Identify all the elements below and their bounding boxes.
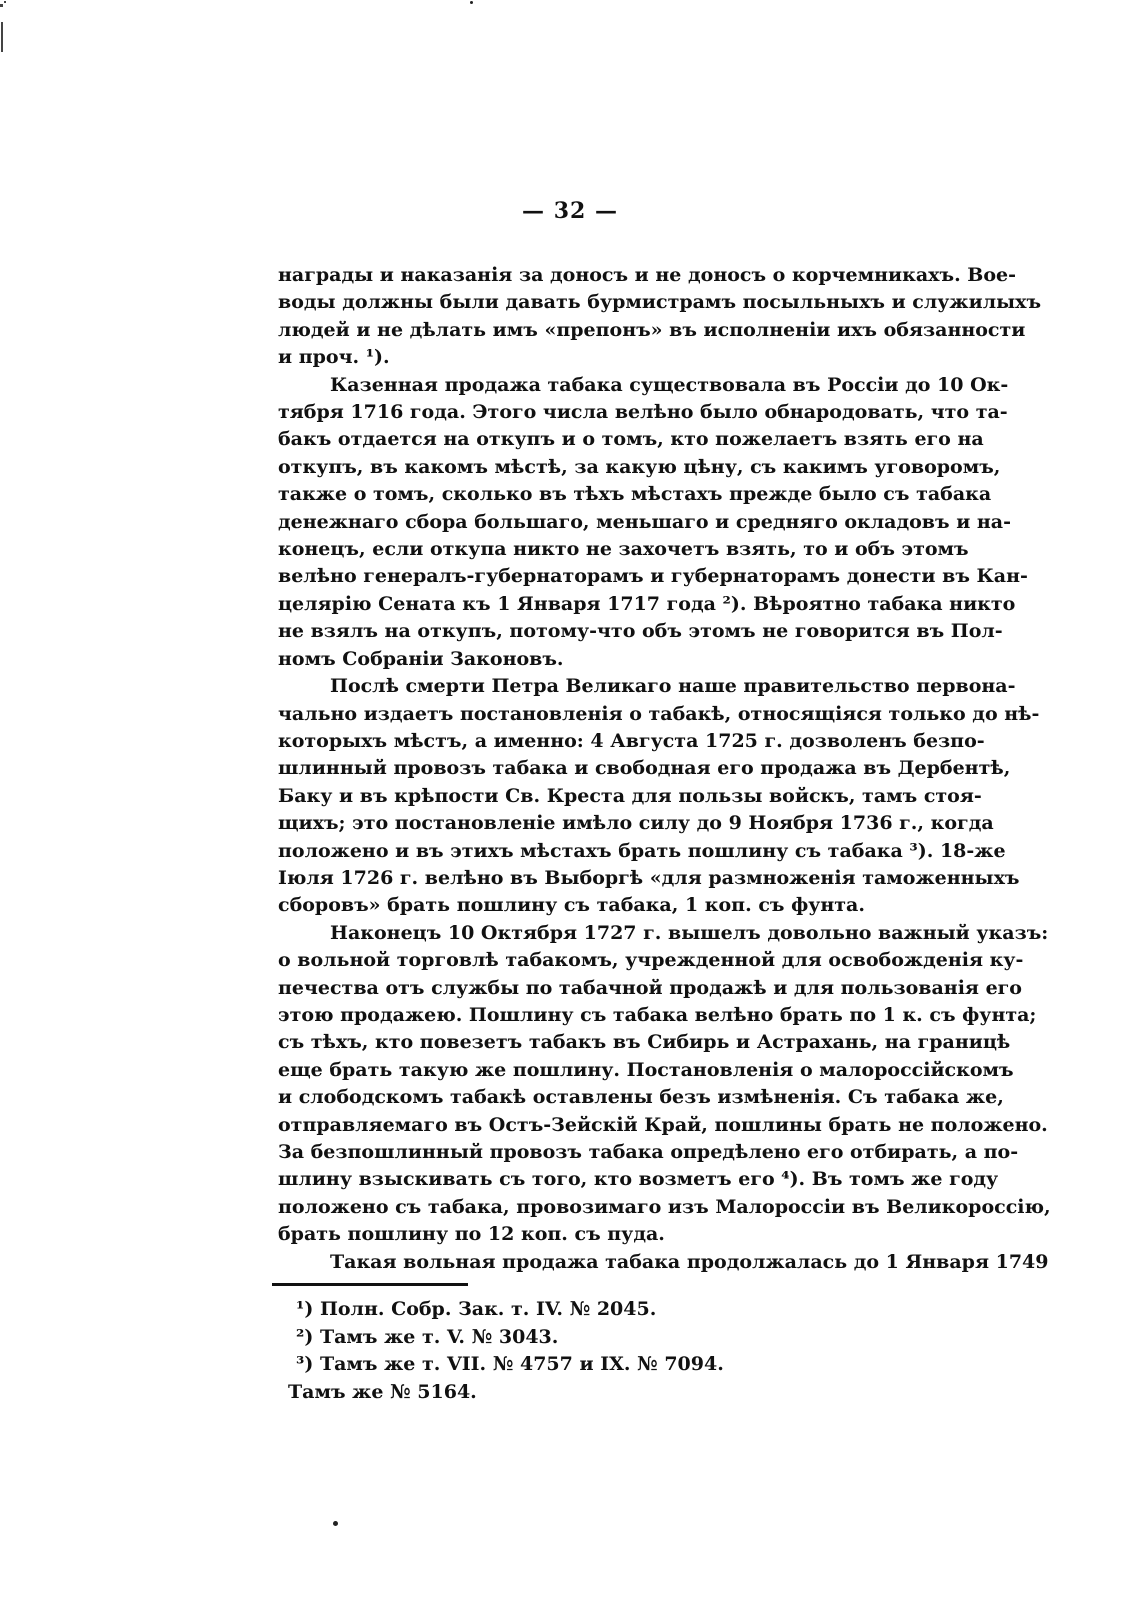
scan-speck — [333, 1521, 338, 1526]
text-line: Баку и въ крѣпости Св. Креста для пользы войскъ, тамъ стоя- — [278, 784, 982, 807]
text-line: шлину взыскивать съ того, кто возметъ его ⁴). Въ томъ же году — [278, 1168, 999, 1191]
text-line: Наконецъ 10 Октября 1727 г. вышелъ довольно важный указъ: — [330, 921, 1049, 944]
text-line: не взялъ на откупъ, потому-что объ этомъ не говорится въ Пол- — [278, 620, 1003, 643]
text-line: которыхъ мѣстъ, а именно: 4 Августа 1725 г. дозволенъ безпо- — [278, 729, 985, 752]
text-line: щихъ; это постановленіе имѣло силу до 9 Ноября 1736 г., когда — [278, 812, 994, 835]
paragraph — [278, 920, 1051, 1249]
footnotes — [288, 1296, 816, 1406]
footnote-mark: ³) — [296, 1353, 320, 1375]
footnote — [296, 1296, 816, 1324]
paragraph — [278, 262, 1042, 372]
footnote-text: Полн. Собр. Зак. т. IV. № 2045. — [319, 1298, 657, 1320]
footnote — [296, 1351, 816, 1379]
paragraph — [278, 1249, 1049, 1276]
text-line: конецъ, если откупа никто не захочетъ взять, то и объ этомъ — [278, 538, 969, 561]
footnote-rule — [272, 1283, 468, 1286]
text-line: велѣно генералъ-губернаторамъ и губернаторамъ донести въ Кан- — [278, 565, 1028, 588]
footnote-text: Тамъ же т. VII. № 4757 и IX. № 7094. — [319, 1353, 724, 1375]
text-line: Іюля 1726 г. велѣно въ Выборгѣ «для размноженія таможенныхъ — [278, 866, 1020, 889]
text-line: отправляемаго въ Остъ-Зейскій Край, пошлины брать не положено. — [278, 1113, 1048, 1136]
text-line: также о томъ, сколько въ тѣхъ мѣстахъ прежде было съ табака — [278, 483, 992, 506]
text-line: воды должны были давать бурмистрамъ посыльныхъ и служилыхъ — [278, 291, 1042, 314]
footnote-mark: ¹) — [296, 1298, 320, 1320]
page-number: — 32 — — [522, 198, 618, 224]
text-line: шлинный провозъ табака и свободная его продажа въ Дербентѣ, — [278, 757, 1011, 780]
text-line: награды и наказанія за доносъ и не доносъ о корчемникахъ. Вое- — [278, 264, 1017, 286]
text-line: За безпошлинный провозъ табака опредѣлено его отбирать, а по- — [278, 1141, 1019, 1163]
text-line: чально издаетъ постановленія о табакѣ, относящіяся только до нѣ- — [278, 702, 1040, 725]
text-line: Послѣ смерти Петра Великаго наше правительство первона- — [330, 675, 1016, 698]
footnote-text: Тамъ же № 5164. — [288, 1380, 477, 1403]
text-line: людей и не дѣлать имъ «препонъ» въ исполненіи ихъ обязанности — [278, 318, 1026, 341]
paragraph — [278, 372, 1028, 673]
text-line: положено и въ этихъ мѣстахъ брать пошлину съ табака ³). 18-же — [278, 839, 1006, 862]
text-line: денежнаго сбора большаго, меньшаго и средняго окладовъ и на- — [278, 510, 1012, 533]
footnote-mark: ²) — [296, 1325, 320, 1348]
text-line: номъ Собраніи Законовъ. — [278, 647, 564, 670]
text-line: целярію Сената къ 1 Января 1717 года ²). Вѣроятно табака никто — [278, 592, 1016, 615]
text-line: и слободскомъ табакѣ оставлены безъ измѣненія. Съ табака же, — [278, 1086, 1004, 1109]
text-line: брать пошлину по 12 коп. съ пуда. — [278, 1223, 665, 1246]
paragraph — [278, 673, 1040, 920]
text-line: тября 1716 года. Этого числа велѣно было обнародовать, что та- — [278, 401, 1008, 424]
text-line: положено съ табака, провозимаго изъ Малороссіи въ Великороссію, — [278, 1195, 1051, 1218]
footnote-text: Тамъ же т. V. № 3043. — [319, 1325, 559, 1348]
text-line: откупъ, въ какомъ мѣстѣ, за какую цѣну, съ какимъ уговоромъ, — [278, 455, 1001, 478]
text-line: и проч. ¹). — [278, 346, 390, 369]
body-text — [278, 262, 1051, 1276]
scan-speck — [470, 1, 473, 4]
text-line: сборовъ» брать пошлину съ табака, 1 коп. съ фунта. — [278, 894, 865, 917]
text-line: бакъ отдается на откупъ и о томъ, кто пожелаетъ взять его на — [278, 428, 984, 451]
footnote — [296, 1324, 816, 1352]
text-line: о вольной торговлѣ табакомъ, учрежденной для освобожденія ку- — [278, 949, 1024, 972]
text-line: Такая вольная продажа табака продолжалась до 1 Января 1749 — [330, 1250, 1049, 1273]
text-line: этою продажею. Пошлину съ табака велѣно брать по 1 к. съ фунта; — [278, 1003, 1037, 1026]
text-line: еще брать такую же пошлину. Постановленія о малороссійскомъ — [278, 1058, 1014, 1081]
scan-edge-marks — [0, 0, 8, 60]
text-line: съ тѣхъ, кто повезетъ табакъ въ Сибирь и Астрахань, на границѣ — [278, 1031, 1011, 1054]
text-line: печества отъ службы по табачной продажѣ и для пользованія его — [278, 976, 1022, 999]
footnote — [288, 1379, 816, 1407]
text-line: Казенная продажа табака существовала въ Россіи до 10 Ок- — [330, 373, 1009, 396]
